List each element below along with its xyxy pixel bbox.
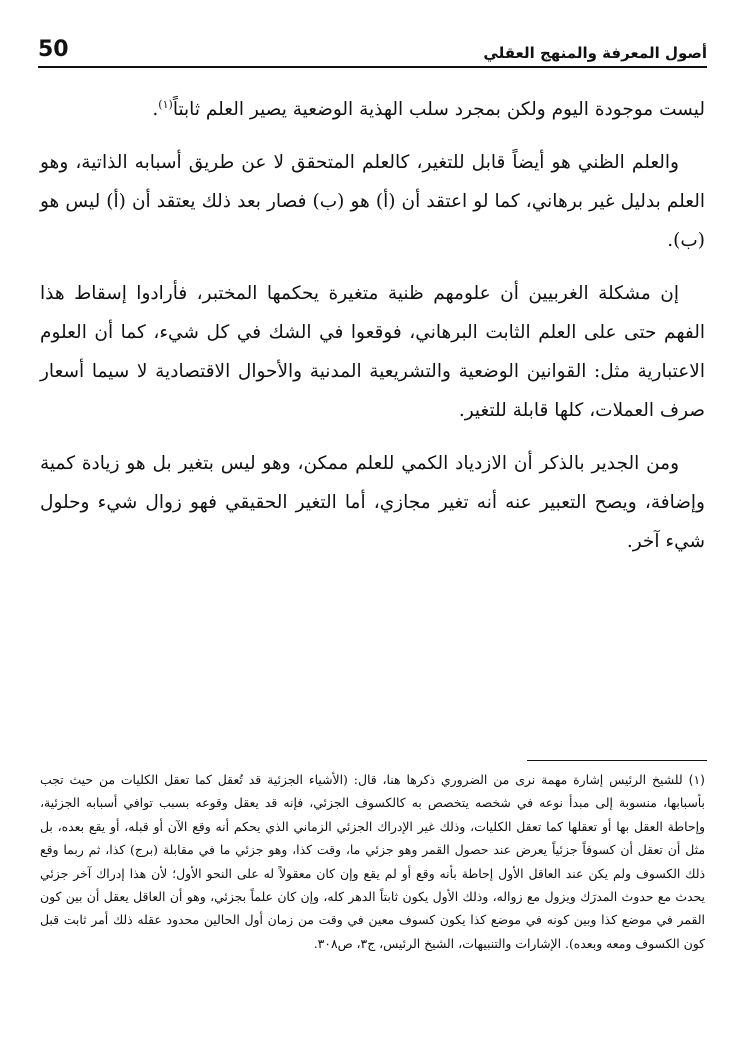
footnote-text: للشيخ الرئيس إشارة مهمة نرى من الضروري ذكرها هنا، قال: (الأشياء الجزئية قد تُعقل كما تعقل الكليات من حيث تجب بأسبابها، منسوبة إلى مبدأ نوعه في شخصه يتخصص به كالكسوف الجزئي، فإنه قد يعقل وقوعه بسبب توافي أسبابه الجزئية، وإحاطة العقل بها أو تعقلها كما تعقل الكليات، وذلك غير الإدراك الجزئي الزماني الذي يحكم أنه وقع الآن أو قبله، أو يقع بعده، بل مثل أن تعقل أن كسوفاً جزئياً يعرض عند حصول القمر وهو جزئي ما، وقت كذا، وهو جزئي ما في مقابلة (برج) كذا، ثم ربما وقع ذلك الكسوف ولم يكن عند العاقل الأول إحاطة بأنه وقع أو لم يقع وإن كان معقولاً له على النحو الأول؛ لأن هذا إدراك آخر جزئي يحدث مع حدوث المدرَك ويزول مع زواله، وذلك الأول يكون ثابتاً الدهر كله، وإن كان علماً بجزئي، وهو أن العاقل يعقل أن بين كون القمر في موضع كذا وبين كونه في موضع كذا يكون كسوف معين في وقت من زمان أول الحالين محدود عقله ذلك أمر ثابت قبل كون الكسوف ومعه وبعده). الإشارات والتنبيهات، الشيخ الرئيس، ج٣، ص٣٠٨. [40,772,705,951]
paragraph-1-end: . [152,99,159,120]
footnote-marker: (١) [158,97,173,111]
header-rule [38,66,707,68]
body-text [40,90,705,575]
page-number: 50 [38,37,69,62]
running-title: أصول المعرفة والمنهج العقلي [483,44,707,62]
footnote-number: (١) [688,772,705,787]
page-header [38,26,707,62]
paragraph-1 [40,90,705,129]
footnote [40,768,705,955]
footnote-rule [527,760,707,761]
paragraph-3: إن مشكلة الغربيين أن علومهم ظنية متغيرة يحكمها المختبر، فأرادوا إسقاط هذا الفهم حتى على العلم الثابت البرهاني، فوقعوا في الشك في كل شيء، كما أن العلوم الاعتبارية مثل: القوانين الوضعية والتشريعية المدنية والأحوال الاقتصادية لا سيما أسعار صرف العملات، كلها قابلة للتغير. [40,283,705,421]
paragraph-2: والعلم الظني هو أيضاً قابل للتغير، كالعلم المتحقق لا عن طريق أسبابه الذاتية، وهو العلم بدليل غير برهاني، كما لو اعتقد أن (أ) هو (ب) فصار بعد ذلك يعتقد أن (أ) ليس هو (ب). [40,152,705,251]
paragraph-1-text: ليست موجودة اليوم ولكن بمجرد سلب الهذية الوضعية يصير العلم ثابتاً [172,99,705,120]
paragraph-4: ومن الجدير بالذكر أن الازدياد الكمي للعلم ممكن، وهو ليس بتغير بل هو زيادة كمية وإضافة، ويصح التعبير عنه أنه تغير مجازي، أما التغير الحقيقي فهو زوال شيء وحلول شيء آخر. [40,453,705,552]
